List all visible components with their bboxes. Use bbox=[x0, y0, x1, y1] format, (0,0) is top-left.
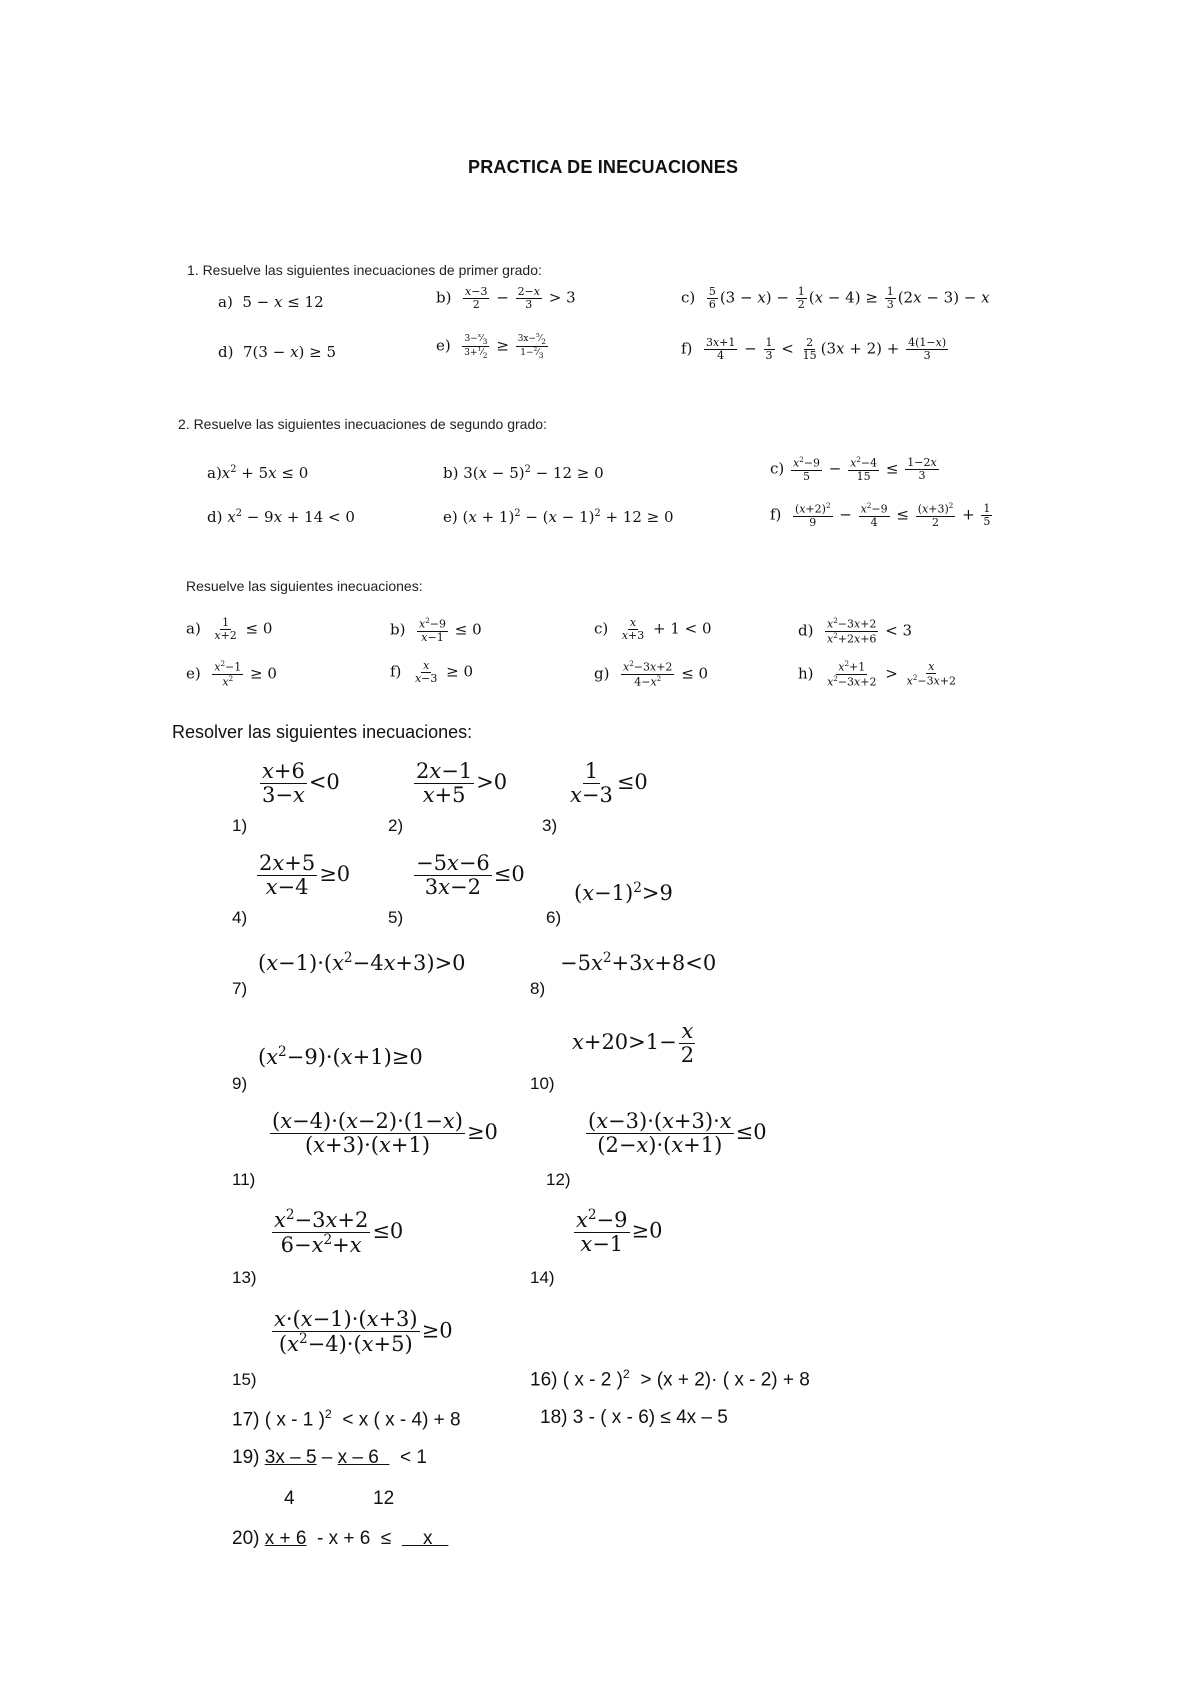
s4-item-18-label: 18) bbox=[540, 1407, 568, 1428]
s4-item-9-expr: $(x^2-9)\cdot(x+1)\ge 0$ bbox=[258, 1044, 423, 1069]
s4-item-18: 18) 3 - ( x - 6) ≤ 4x – 5 bbox=[540, 1407, 728, 1428]
s2-d-label: d) bbox=[207, 508, 223, 526]
s4-item-2-expr: $\frac{2x-1}{x+5}$ >0 bbox=[416, 759, 508, 808]
s1-b-label: b) bbox=[436, 288, 452, 307]
s4-item-5-expr: $\frac{-5x-6}{3x-2}$ ≤0 bbox=[416, 851, 525, 900]
page-title: PRACTICA DE INECUACIONES bbox=[468, 157, 739, 177]
s4-item-1-expr: $\frac{x+6}{3-x}$ <0 bbox=[262, 759, 340, 808]
s4-item-13-label: 13) bbox=[232, 1268, 257, 1287]
s4-item-9-label: 9) bbox=[232, 1074, 248, 1093]
section1-heading: 1. Resuelve las siguientes inecuaciones de primer grado: bbox=[187, 262, 542, 278]
s4-item-5-label: 5) bbox=[388, 908, 404, 927]
s3-g-label: g) bbox=[594, 664, 610, 683]
s4-item-15-expr: $\frac{x\cdot(x-1)\cdot(x+3)}{(x^2-4)\cdot(x+5)}$ ≥0 bbox=[274, 1307, 453, 1357]
s2-item-e: e) $(x + 1)^2 - (x - 1)^2 + 12 \ge 0$ bbox=[443, 508, 674, 526]
s4-item-10-expr: x+20>1− $\frac{x}{2}$ bbox=[572, 1019, 695, 1068]
s3-item-a: a) $\frac{1}{x+2}$ ≤ 0 bbox=[186, 616, 273, 643]
s1-item-c: c) $\frac{5}{6}$ (3 − x) − $\frac{1}{2}$ (x − 4) ≥ $\frac{1}{3}$ (2x − 3) − x bbox=[681, 285, 990, 312]
s3-a-label: a) bbox=[186, 619, 201, 638]
s4-item-11-expr: $\frac{(x-4)\cdot(x-2)\cdot(1-x)}{(x+3)\cdot(x+1)}$ ≥0 bbox=[272, 1109, 498, 1158]
s4-item-17: 17) ( x - 1 )$^2$ < x ( x - 4) + 8 bbox=[232, 1407, 461, 1431]
s1-a-label: a) bbox=[218, 293, 233, 311]
s4-item-2-label: 2) bbox=[388, 816, 404, 835]
s1-item-d: d) 7(3 − x) ≥ 5 bbox=[218, 343, 337, 361]
s2-item-b: b) $3(x - 5)^2 - 12 \ge 0$ bbox=[443, 464, 604, 482]
s4-item-7-expr: $(x-1)\cdot(x^2-4x+3)>0$ bbox=[258, 950, 466, 975]
s4-item-8-label: 8) bbox=[530, 979, 546, 998]
s3-item-e: e) $\frac{x^2-1}{x^2}$ ≥ 0 bbox=[186, 659, 277, 689]
s4-item-10-label: 10) bbox=[530, 1074, 555, 1093]
s4-item-20: 20) x + 6 - x + 6 ≤ x bbox=[232, 1528, 449, 1549]
s4-item-19-label: 19) bbox=[232, 1447, 260, 1468]
s1-e-label: e) bbox=[436, 336, 451, 355]
s4-item-12-expr: $\frac{(x-3)\cdot(x+3)\cdot x}{(2-x)\cdot(x+1)}$ ≤0 bbox=[588, 1109, 767, 1158]
s1-item-b: b) $\frac{x-3}{2}$ − $\frac{2-x}{3}$ > 3 bbox=[436, 285, 576, 312]
s2-b-label: b) bbox=[443, 464, 459, 482]
s3-item-f: f) $\frac{x}{x-3}$ ≥ 0 bbox=[390, 659, 474, 686]
s3-item-c: c) $\frac{x}{x+3}$ + 1 < 0 bbox=[594, 616, 712, 643]
s4-item-19-den-2: 12 bbox=[373, 1488, 395, 1509]
s2-f-label: f) bbox=[770, 505, 782, 524]
s4-item-13-expr: $\frac{x^2-3x+2}{6-x^2+x}$ ≤0 bbox=[274, 1207, 404, 1258]
s3-b-label: b) bbox=[390, 620, 406, 639]
s3-item-h: h) $\frac{x^2+1}{x^2-3x+2}$ > $\frac{x}{x^2-3x+2}$ bbox=[798, 659, 957, 689]
s1-item-e: e) $\frac{3-^x⁄_3}{3+^1⁄_2}$ ≥ $\frac{3x-^5⁄_2}{1-^2⁄_3}$ bbox=[436, 333, 547, 360]
s4-item-3-label: 3) bbox=[542, 816, 558, 835]
s1-f-label: f) bbox=[681, 339, 693, 358]
s4-item-15-label: 15) bbox=[232, 1370, 257, 1389]
s3-f-label: f) bbox=[390, 662, 402, 681]
s3-item-d: d) $\frac{x^2-3x+2}{x^2+2x+6}$ < 3 bbox=[798, 616, 913, 646]
s4-item-6-label: 6) bbox=[546, 908, 562, 927]
s4-item-14-label: 14) bbox=[530, 1268, 555, 1287]
s2-item-f: f) $\frac{(x+2)^2}{9}$ − $\frac{x^2-9}{4}$ ≤ $\frac{(x+3)^2}{2}$ + $\frac{1}{5}$ bbox=[770, 501, 991, 529]
s1-d-label: d) bbox=[218, 343, 234, 361]
section4-heading: Resolver las siguientes inecuaciones: bbox=[172, 722, 473, 742]
s4-item-3-expr: $\frac{1}{x-3}$ ≤0 bbox=[570, 759, 648, 808]
s4-item-4-expr: $\frac{2x+5}{x-4}$ ≥0 bbox=[259, 851, 351, 900]
s1-c-label: c) bbox=[681, 288, 696, 307]
s4-item-11-label: 11) bbox=[232, 1170, 256, 1189]
s4-item-19-den-1: 4 bbox=[284, 1488, 295, 1509]
s4-item-8-expr: $-5x^2+3x+8<0$ bbox=[560, 950, 717, 975]
section2-heading: 2. Resuelve las siguientes inecuaciones de segundo grado: bbox=[178, 416, 547, 432]
s4-item-19: 19) 3x – 5 – x – 6 < 1 bbox=[232, 1447, 427, 1468]
s4-item-4-label: 4) bbox=[232, 908, 248, 927]
section3-heading: Resuelve las siguientes inecuaciones: bbox=[186, 578, 423, 594]
s3-d-label: d) bbox=[798, 621, 814, 640]
s2-item-c: c) $\frac{x^2-9}{5}$ − $\frac{x^2-4}{15}$ ≤ $\frac{1-2x}{3}$ bbox=[770, 455, 937, 483]
s4-item-16-label: 16) bbox=[530, 1369, 558, 1391]
s4-item-20-label: 20) bbox=[232, 1528, 260, 1549]
s4-item-16: 16) ( x - 2 )$^2$ > (x + 2)· ( x - 2) + 8 bbox=[530, 1367, 810, 1391]
s4-item-12-label: 12) bbox=[546, 1170, 571, 1189]
s3-item-b: b) $\frac{x^2-9}{x-1}$ ≤ 0 bbox=[390, 616, 482, 644]
s3-item-g: g) $\frac{x^2-3x+2}{4-x^2}$ ≤ 0 bbox=[594, 659, 709, 689]
s1-item-f: f) $\frac{3x+1}{4}$ − $\frac{1}{3}$ < $\frac{2}{15}$ (3x + 2) + $\frac{4(1-x)}{3}$ bbox=[681, 336, 947, 363]
s2-item-a: $a)x^2 + 5x \le 0$ bbox=[207, 464, 309, 482]
s1-item-a: a) 5 − x ≤ 12 bbox=[218, 293, 324, 311]
s2-e-label: e) bbox=[443, 508, 458, 526]
s2-item-d: d) $x^2 - 9x + 14 < 0$ bbox=[207, 508, 355, 526]
s4-item-1-label: 1) bbox=[232, 816, 248, 835]
s2-c-label: c) bbox=[770, 459, 785, 478]
s4-item-14-expr: $\frac{x^2-9}{x-1}$ ≥0 bbox=[576, 1207, 663, 1257]
s4-item-17-label: 17) bbox=[232, 1409, 260, 1431]
s3-e-label: e) bbox=[186, 664, 201, 683]
s3-h-label: h) bbox=[798, 664, 814, 683]
s2-a-label: a) bbox=[207, 464, 222, 482]
s4-item-6-expr: $(x-1)^2>9$ bbox=[574, 880, 673, 905]
s3-c-label: c) bbox=[594, 619, 609, 638]
s4-item-7-label: 7) bbox=[232, 979, 248, 998]
